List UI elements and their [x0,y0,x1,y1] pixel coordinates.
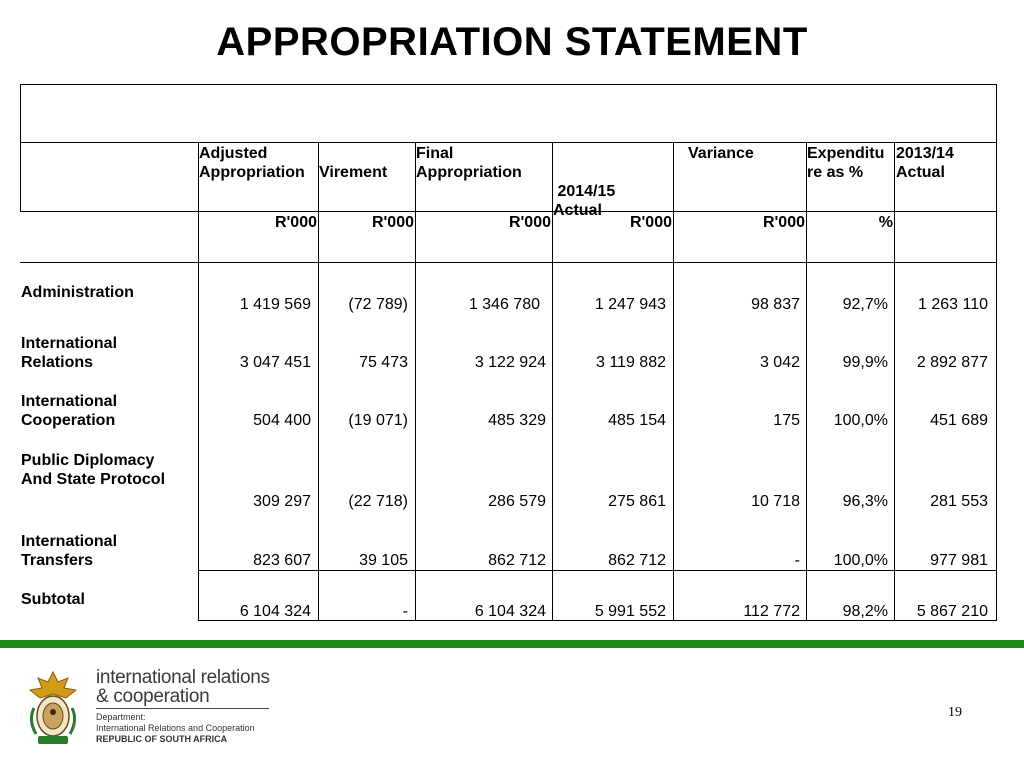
table-cell: 281 553 [930,493,988,510]
table-cell: 275 861 [608,493,666,510]
table-rule [20,142,997,143]
table-cell: 1 263 110 [918,296,988,313]
unit-label: R'000 [762,214,805,231]
col-header-actual-2013: 2013/14 Actual [896,145,954,181]
table-cell: 862 712 [488,552,546,569]
table-cell: - [794,552,800,569]
table-cell: 112 772 [743,603,800,620]
table-cell: 5 867 210 [916,603,988,620]
table-cell: 5 991 552 [594,603,666,620]
unit-label: % [878,214,893,231]
table-rule [894,142,895,621]
table-cell: 6 104 324 [474,603,546,620]
table-rule [20,262,198,263]
col-header-variance: Variance [688,145,754,162]
table-cell: 98 837 [751,296,800,313]
table-cell: 485 329 [488,412,546,429]
col-header-final: Final Appropriation [416,145,522,181]
table-cell: 862 712 [608,552,666,569]
table-cell: 100,0% [833,552,888,569]
table-cell: 2 892 877 [916,354,988,371]
table-cell: - [402,603,408,620]
table-cell: 485 154 [608,412,666,429]
table-cell: 39 105 [359,552,408,569]
brand-name-line2: & cooperation [96,686,210,707]
table-cell: (72 789) [348,296,408,313]
col-header-actual-2014: 2014/15 Actual [553,183,616,219]
brand-name-line1: international relations [96,667,270,688]
dept-label: Department: [96,712,146,722]
table-cell: 75 473 [359,354,408,371]
country-name: REPUBLIC OF SOUTH AFRICA [96,734,228,744]
row-label: International Cooperation [21,393,118,429]
row-label: Public Diplomacy And State Protocol [21,452,166,488]
col-header-expenditure-pct: Expenditu re as % [807,145,885,181]
unit-label: R'000 [274,214,317,231]
table-cell: 286 579 [488,493,546,510]
table-cell: 451 689 [930,412,988,429]
table-cell: 6 104 324 [239,603,311,620]
row-label: International Transfers [21,533,118,569]
table-cell: 309 297 [253,493,311,510]
table-rule [20,84,997,85]
table-cell: (22 718) [348,493,408,510]
table-cell: 98,2% [842,603,888,620]
unit-label: R'000 [371,214,414,231]
table-cell: 10 718 [751,493,800,510]
table-rule [20,84,21,212]
table-cell: 823 607 [253,552,311,569]
footer-band [0,640,1024,648]
table-cell: 977 981 [930,552,988,569]
col-header-adjusted: Adjusted Appropriation [199,145,305,181]
table-cell: 3 119 882 [596,354,666,371]
table-cell: 504 400 [253,412,311,429]
table-cell: 1 346 780 [468,296,540,313]
page-title: APPROPRIATION STATEMENT [216,20,808,64]
dept-name: International Relations and Cooperation [96,723,255,733]
table-cell: 3 122 924 [474,354,546,371]
table-cell: 96,3% [842,493,888,510]
unit-label: R'000 [629,214,672,231]
row-label: International Relations [21,335,118,371]
page-number: 19 [948,705,962,720]
table-cell: 1 419 569 [239,296,311,313]
brand-divider [96,708,269,709]
table-rule [20,211,997,212]
table-cell: 175 [773,412,800,429]
row-label: Subtotal [21,591,85,608]
table-cell: 1 247 943 [594,296,666,313]
table-rule [996,84,997,621]
table-cell: 3 042 [759,354,800,371]
table-cell: 92,7% [842,296,888,313]
table-cell: 99,9% [842,354,888,371]
row-label: Administration [21,284,134,301]
table-cell: 100,0% [833,412,888,429]
table-cell: (19 071) [348,412,408,429]
coat-of-arms-icon [22,668,84,750]
col-header-virement: Virement [319,164,388,181]
table-cell: 3 047 451 [239,354,311,371]
unit-label: R'000 [508,214,551,231]
